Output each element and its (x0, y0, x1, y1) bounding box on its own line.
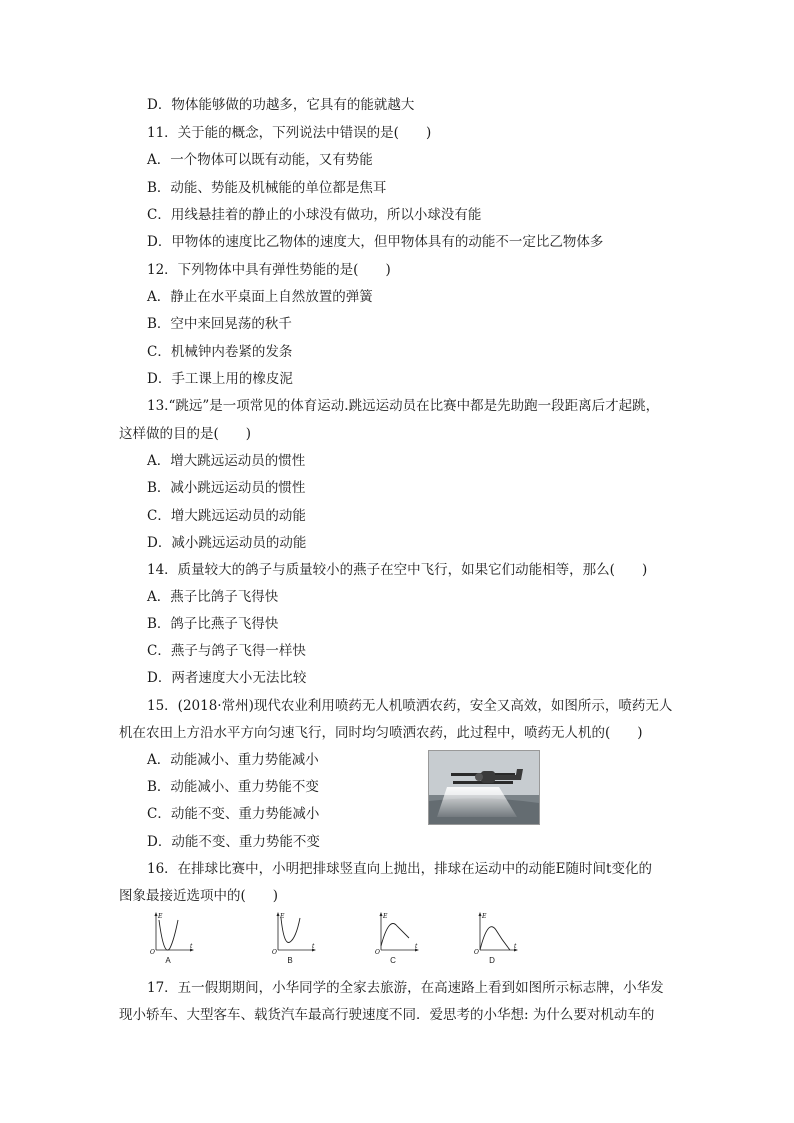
q12-option-b: B．空中来回晃荡的秋千 (147, 316, 292, 332)
graph-d-label: D (489, 956, 495, 965)
graph-option-a (148, 910, 198, 968)
q15-option-c: C．动能不变、重力势能减小 (147, 806, 320, 822)
q13-stem-line1: 13.“跳远”是一项常见的体育运动.跳远运动员在比赛中都是先助跑一段距离后才起跳， (147, 398, 660, 414)
q12-option-c: C．机械钟内卷紧的发条 (147, 344, 293, 360)
graph-a-axis-e: E (158, 913, 163, 920)
q13-stem-line2: 这样做的目的是( ) (119, 426, 252, 442)
q13-option-a: A．增大跳远运动员的惯性 (147, 453, 306, 469)
q13-option-c: C．增大跳远运动员的动能 (147, 508, 306, 524)
q13-option-b: B．减小跳远运动员的惯性 (147, 480, 306, 496)
graph-a-axis-t: t (190, 943, 193, 950)
q15-option-a: A．动能减小、重力势能减小 (147, 752, 319, 768)
q15-option-d: D．动能不变、重力势能不变 (147, 834, 320, 850)
graph-d-plot (472, 910, 522, 956)
q16-stem-line2: 图象最接近选项中的( ) (119, 888, 279, 904)
graph-b-origin: O (272, 949, 277, 956)
q14-option-a: A．燕子比鸽子飞得快 (147, 589, 279, 605)
graph-b-axis-e: E (280, 913, 285, 920)
q17-stem-line1: 17．五一假期期间，小华同学的全家去旅游，在高速路上看到如图所示标志牌，小华发 (147, 980, 664, 996)
graph-a-origin: O (150, 949, 155, 956)
q12-option-d: D．手工课上用的橡皮泥 (147, 371, 293, 387)
graph-d-axis-e: E (482, 913, 487, 920)
q14-stem: 14．质量较大的鸽子与质量较小的燕子在空中飞行，如果它们动能相等，那么( ) (147, 562, 648, 578)
q10-option-d: D．物体能够做的功越多，它具有的能就越大 (147, 97, 415, 113)
q12-stem: 12．下列物体中具有弹性势能的是( ) (147, 262, 391, 278)
graph-b-label: B (287, 956, 293, 965)
q16-stem-line1: 16．在排球比赛中，小明把排球竖直向上抛出，排球在运动中的动能E随时间t变化的 (147, 861, 652, 877)
graph-option-b (270, 910, 320, 968)
q17-stem-line2: 现小轿车、大型客车、载货汽车最高行驶速度不同．爱思考的小华想: 为什么要对机动车的 (119, 1007, 655, 1023)
graph-c-origin: O (375, 949, 380, 956)
q12-option-a: A．静止在水平桌面上自然放置的弹簧 (147, 289, 373, 305)
q11-option-d: D．甲物体的速度比乙物体的速度大，但甲物体具有的动能不一定比乙物体多 (147, 234, 604, 250)
graph-c-plot (373, 910, 423, 956)
q11-option-b: B．动能、势能及机械能的单位都是焦耳 (147, 180, 387, 196)
graph-b-axis-t: t (312, 943, 315, 950)
graph-d-origin: O (474, 949, 479, 956)
graph-option-d (472, 910, 522, 968)
spraying-plane-image (429, 751, 539, 824)
q11-option-a: A．一个物体可以既有动能，又有势能 (147, 152, 373, 168)
graph-a-label: A (165, 956, 171, 965)
graph-c-label: C (390, 956, 396, 965)
q15-stem-line1: 15．(2018·常州)现代农业利用喷药无人机喷洒农药，安全又高效，如图所示，喷药无人 (147, 698, 673, 714)
graph-a-plot (148, 910, 198, 956)
q15-stem-line2: 机在农田上方沿水平方向匀速飞行，同时均匀喷洒农药，此过程中，喷药无人机的( ) (119, 725, 643, 741)
q11-stem: 11．关于能的概念，下列说法中错误的是( ) (147, 125, 432, 141)
q15-option-b: B．动能减小、重力势能不变 (147, 779, 319, 795)
q14-option-d: D．两者速度大小无法比较 (147, 670, 307, 686)
q14-option-c: C．燕子与鸽子飞得一样快 (147, 643, 306, 659)
graph-c-axis-t: t (415, 943, 418, 950)
crop-duster-photo (428, 750, 540, 825)
q11-option-c: C．用线悬挂着的静止的小球没有做功，所以小球没有能 (147, 207, 482, 223)
q14-option-b: B．鸽子比燕子飞得快 (147, 616, 279, 632)
graph-c-axis-e: E (383, 913, 388, 920)
graph-option-c (373, 910, 423, 968)
graph-d-axis-t: t (514, 943, 517, 950)
graph-b-plot (270, 910, 320, 956)
q13-option-d: D．减小跳远运动员的动能 (147, 535, 307, 551)
